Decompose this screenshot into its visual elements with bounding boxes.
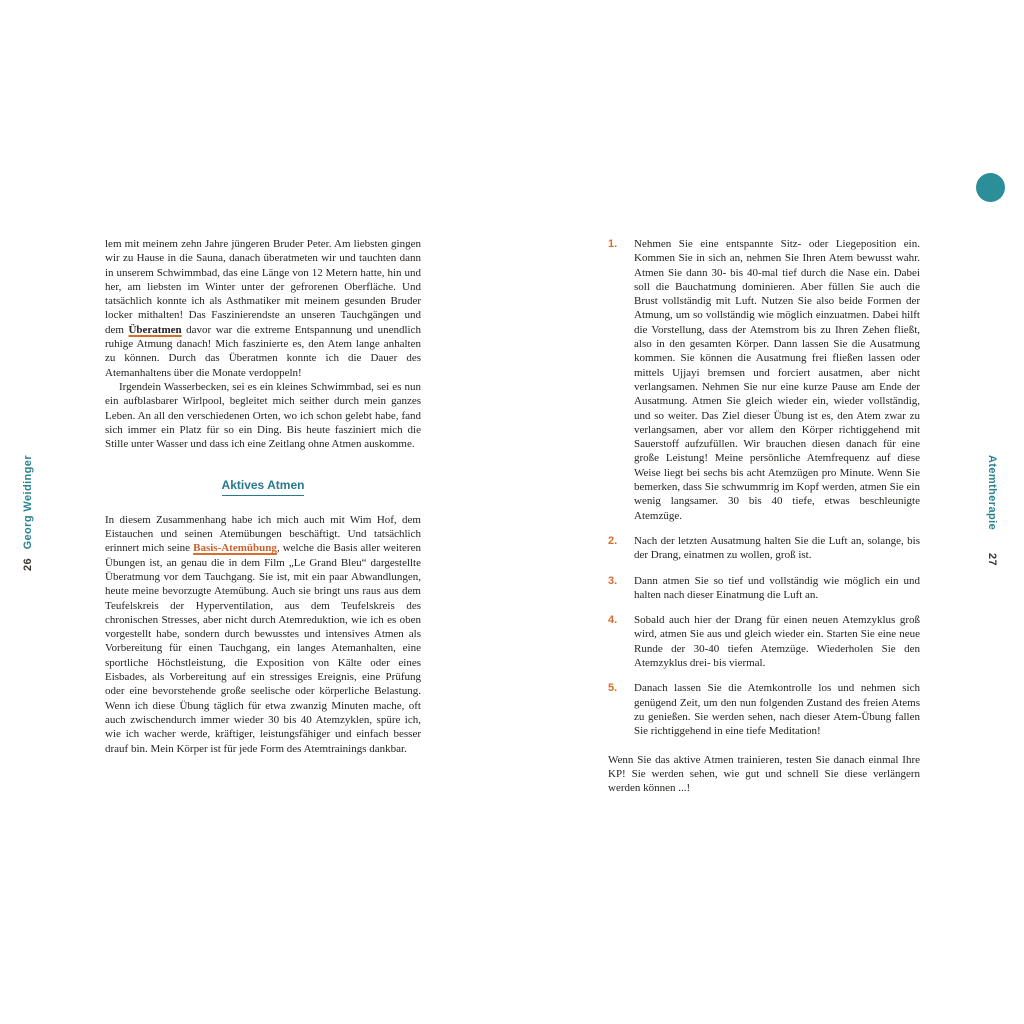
text-segment: , welche die Basis aller weiteren Übungen ist, an genau die in dem Film „Le Grand Bleu“ dargestellte Überatmung vor dem Tauchgang. Sie ist, mit ein paar Abwandlungen, heute meine bevorzugte Atemübung. Auch sie bringt uns raus aus dem Teufelskreis der Hyperventilation, aus dem Teufelskreis des chronischen Stresses, aber nicht durch Atemreduktion, wie ich es oben vorgestellt habe, sondern durch bewusstes und intensives Atmen als Vorbereitung für einen Tauchgang, ein langes Atemanhalten, eine sportliche Höchstleistung, die Exposition von Kälte oder eines Eisbades, als Vorbereitung auf ein stressiges Ereignis, eine Prüfung oder eine bevorstehende große seelische oder körperliche Belastung. Wenn ich diese Übung täglich für etwa zwanzig Minuten mache, oft auch zwischendurch immer wieder 30 bis 40 Atemzyklen, spüre ich, wie ich wacher werde, kräftiger, leistungsfähiger und einfach besser drauf bin. Mein Körper ist für jede Form des Atemtrainings dankbar. <box>105 542 421 755</box>
numbered-steps-list <box>608 237 920 739</box>
list-step <box>608 237 920 523</box>
right-page-text-column <box>608 237 920 795</box>
step-text: Dann atmen Sie so tief und vollständig wie möglich ein und halten nach dieser Einatmung die Luft an. <box>634 574 920 601</box>
section-heading <box>105 478 421 495</box>
highlighted-term: Überatmen <box>128 323 182 336</box>
step-number: 5. <box>608 682 618 695</box>
list-step <box>608 534 920 563</box>
text-segment: Irgendein Wasserbecken, sei es ein kleines Schwimmbad, sei es nun ein aufblasbarer Wirlpool, begleitet mich seither durch mein ganzes Leben. An all den verschiedenen Orten, wo ich schon gelebt habe, fand sich immer ein Platz für so ein Ding. Bis heute fasziniert mich die Stille unter Wasser und dass ich eine Zeitlang ohne Atmen auskomme. <box>105 380 421 451</box>
step-text: Danach lassen Sie die Atemkontrolle los und nehmen sich genügend Zeit, um den nun folgenden Zustand des freien Atems zu genießen. Sie werden sehen, nach dieser Atem-Übung fallen Sie richtiggehend in eine tiefe Meditation! <box>634 682 920 738</box>
step-text: Sobald auch hier der Drang für einen neuen Atemzyklus groß wird, atmen Sie aus und gleich wieder ein. Starten Sie eine neue Runde der 30-40 tiefen Atemzüge. Wiederholen Sie den Atemzyklus drei- bis viermal. <box>634 614 920 670</box>
list-step <box>608 681 920 738</box>
teal-dot-decoration <box>976 173 1005 202</box>
list-step <box>608 574 920 603</box>
paragraph <box>105 513 421 756</box>
step-text: Nach der letzten Ausatmung halten Sie die Luft an, solange, bis der Drang, einatmen zu wollen, groß ist. <box>634 534 920 562</box>
step-number: 1. <box>608 238 618 250</box>
closing-paragraph: Wenn Sie das aktive Atmen trainieren, testen Sie danach einmal Ihre KP! Sie werden sehen, wie gut und schnell Sie diese verlängern werden können ...! <box>608 753 920 795</box>
text-segment: davor war die extreme Entspannung und unendlich ruhige Atmung danach! Mich faszinierte es, den Atem lange anhalten zu können. Durch das Überatmen konnte ich die Dauer des Atemanhaltens über die Monate verdoppeln! <box>105 323 421 379</box>
step-number: 2. <box>608 534 618 547</box>
step-text: Nehmen Sie eine entspannte Sitz- oder Liegeposition ein. Kommen Sie in sich an, nehmen Sie Ihren Atem bewusst wahr. Atmen Sie dann 30- bis 40-mal tief durch die Nase ein. Dabei soll die Bauchatmung dominieren. Aber füllen Sie auch die Brust vollständig mit Luft. Nutzen Sie also beide Formen der Atmung, um so vollständig wie möglich einzuatmen. Dabei hilft die Vorstellung, dass der Atemstrom bis zu Ihren Zehen fließt, also in den gesamten Körper. Dann lassen Sie die Ausatmung kommen. Sie können die Ausatmung frei fließen lassen oder mittels Ujjayi bremsen und forciert ausatmen, aber nicht verlangsamen. Nehmen Sie nur eine kurze Pause am Ende der Ausatmung. Atmen Sie gleich wieder ein, wieder vollständig, und so weiter. Das Ziel dieser Übung ist es, den Atem zwar zu verlangsamen, aber vor allem den Körper richtiggehend mit Sauerstoff aufzufüllen. Wir brauchen diesen danach für eine große Leistung! Meine persönliche Atemfrequenz auf diese Weise liegt bei sechs bis acht Atemzügen pro Minute. Wenn Sie bemerken, dass Sie schwummrig im Kopf werden, atmen Sie ein wenig langsamer. 30 bis 40 tiefe, etwas beschleunigte Atemzüge. <box>634 238 920 522</box>
step-number: 3. <box>608 574 618 587</box>
left-body-paragraphs <box>105 513 421 756</box>
list-step <box>608 613 920 670</box>
left-intro-paragraphs <box>105 237 421 451</box>
text-segment: lem mit meinem zehn Jahre jüngeren Bruder Peter. Am liebsten gingen wir zu Hause in die Sauna, danach überatmeten wir und tauchten dann in unserem Schwimmbad, das eine Länge von 12 Metern hatte, hin und her, am liebsten im Winter unter der gefrorenen Oberfläche. Und tatsächlich konnte ich als Asthmatiker mit meinem gesunden Bruder locker mithalten! Das Faszinierendste an unseren Tauchgängen und dem <box>105 238 421 336</box>
step-number: 4. <box>608 614 618 627</box>
right-margin-chapter-label: Atemtherapie <box>986 455 998 531</box>
section-heading-text: Aktives Atmen <box>222 478 305 495</box>
left-page-number: 26 <box>22 558 34 572</box>
paragraph <box>105 237 421 380</box>
left-margin-author-label: Georg Weidinger <box>22 455 34 550</box>
paragraph <box>105 380 421 451</box>
right-page-number: 27 <box>986 553 998 567</box>
text-segment: In diesem Zusammenhang habe ich mich auch mit Wim Hof, dem Eistauchen und seinen Atemübungen beschäftigt. Und tatsächlich erinnert mich seine <box>105 513 421 555</box>
highlighted-term: Basis-Atemübung <box>193 542 277 555</box>
left-page-text-column <box>105 237 421 756</box>
